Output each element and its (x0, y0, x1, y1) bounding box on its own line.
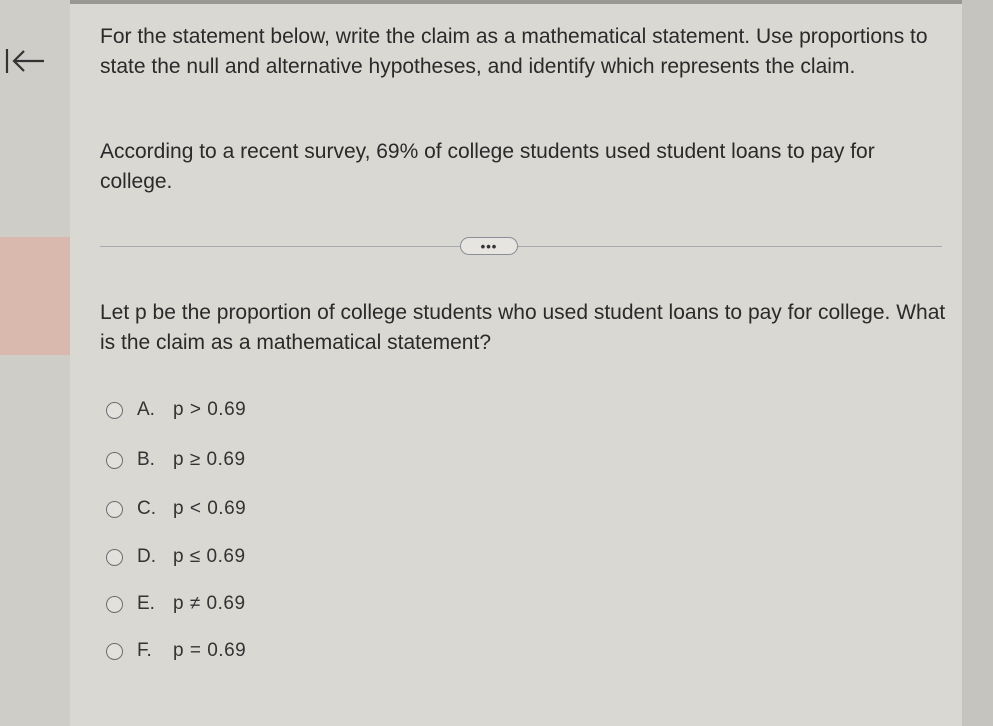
option-math: p = 0.69 (173, 640, 247, 661)
back-button[interactable] (4, 42, 48, 80)
sub-question: Let p be the proportion of college students who used student loans to pay for college. What is the claim as a mathematical statement? (100, 301, 946, 354)
option-f[interactable] (106, 637, 246, 665)
option-math: p < 0.69 (173, 498, 247, 519)
top-border (0, 0, 993, 4)
option-letter: E. (137, 593, 155, 614)
question-instruction: For the statement below, write the claim as a mathematical statement. Use proportions to state the null and alternative hypotheses, and identify which represents the claim. (100, 25, 928, 78)
option-letter: D. (137, 546, 156, 567)
right-panel (962, 0, 993, 726)
more-button[interactable]: ••• (460, 237, 518, 255)
left-panel (0, 0, 70, 726)
option-letter: F. (137, 640, 152, 661)
option-letter: B. (137, 449, 155, 470)
option-letter: A. (137, 399, 155, 420)
option-letter: C. (137, 498, 156, 519)
back-arrow-icon (4, 46, 48, 76)
divider (100, 246, 942, 247)
option-math: p ≠ 0.69 (173, 593, 246, 614)
option-c[interactable] (106, 495, 246, 523)
option-math: p ≤ 0.69 (173, 546, 246, 567)
left-panel-highlight (0, 237, 70, 355)
radio-button[interactable] (106, 596, 123, 613)
option-b[interactable] (106, 446, 246, 474)
option-a[interactable] (106, 396, 246, 424)
radio-button[interactable] (106, 643, 123, 660)
option-math: p > 0.69 (173, 399, 247, 420)
option-e[interactable] (106, 590, 246, 618)
option-d[interactable] (106, 543, 246, 571)
question-context: According to a recent survey, 69% of college students used student loans to pay for college. (100, 140, 875, 193)
radio-button[interactable] (106, 402, 123, 419)
radio-button[interactable] (106, 501, 123, 518)
radio-button[interactable] (106, 549, 123, 566)
option-math: p ≥ 0.69 (173, 449, 246, 470)
radio-button[interactable] (106, 452, 123, 469)
